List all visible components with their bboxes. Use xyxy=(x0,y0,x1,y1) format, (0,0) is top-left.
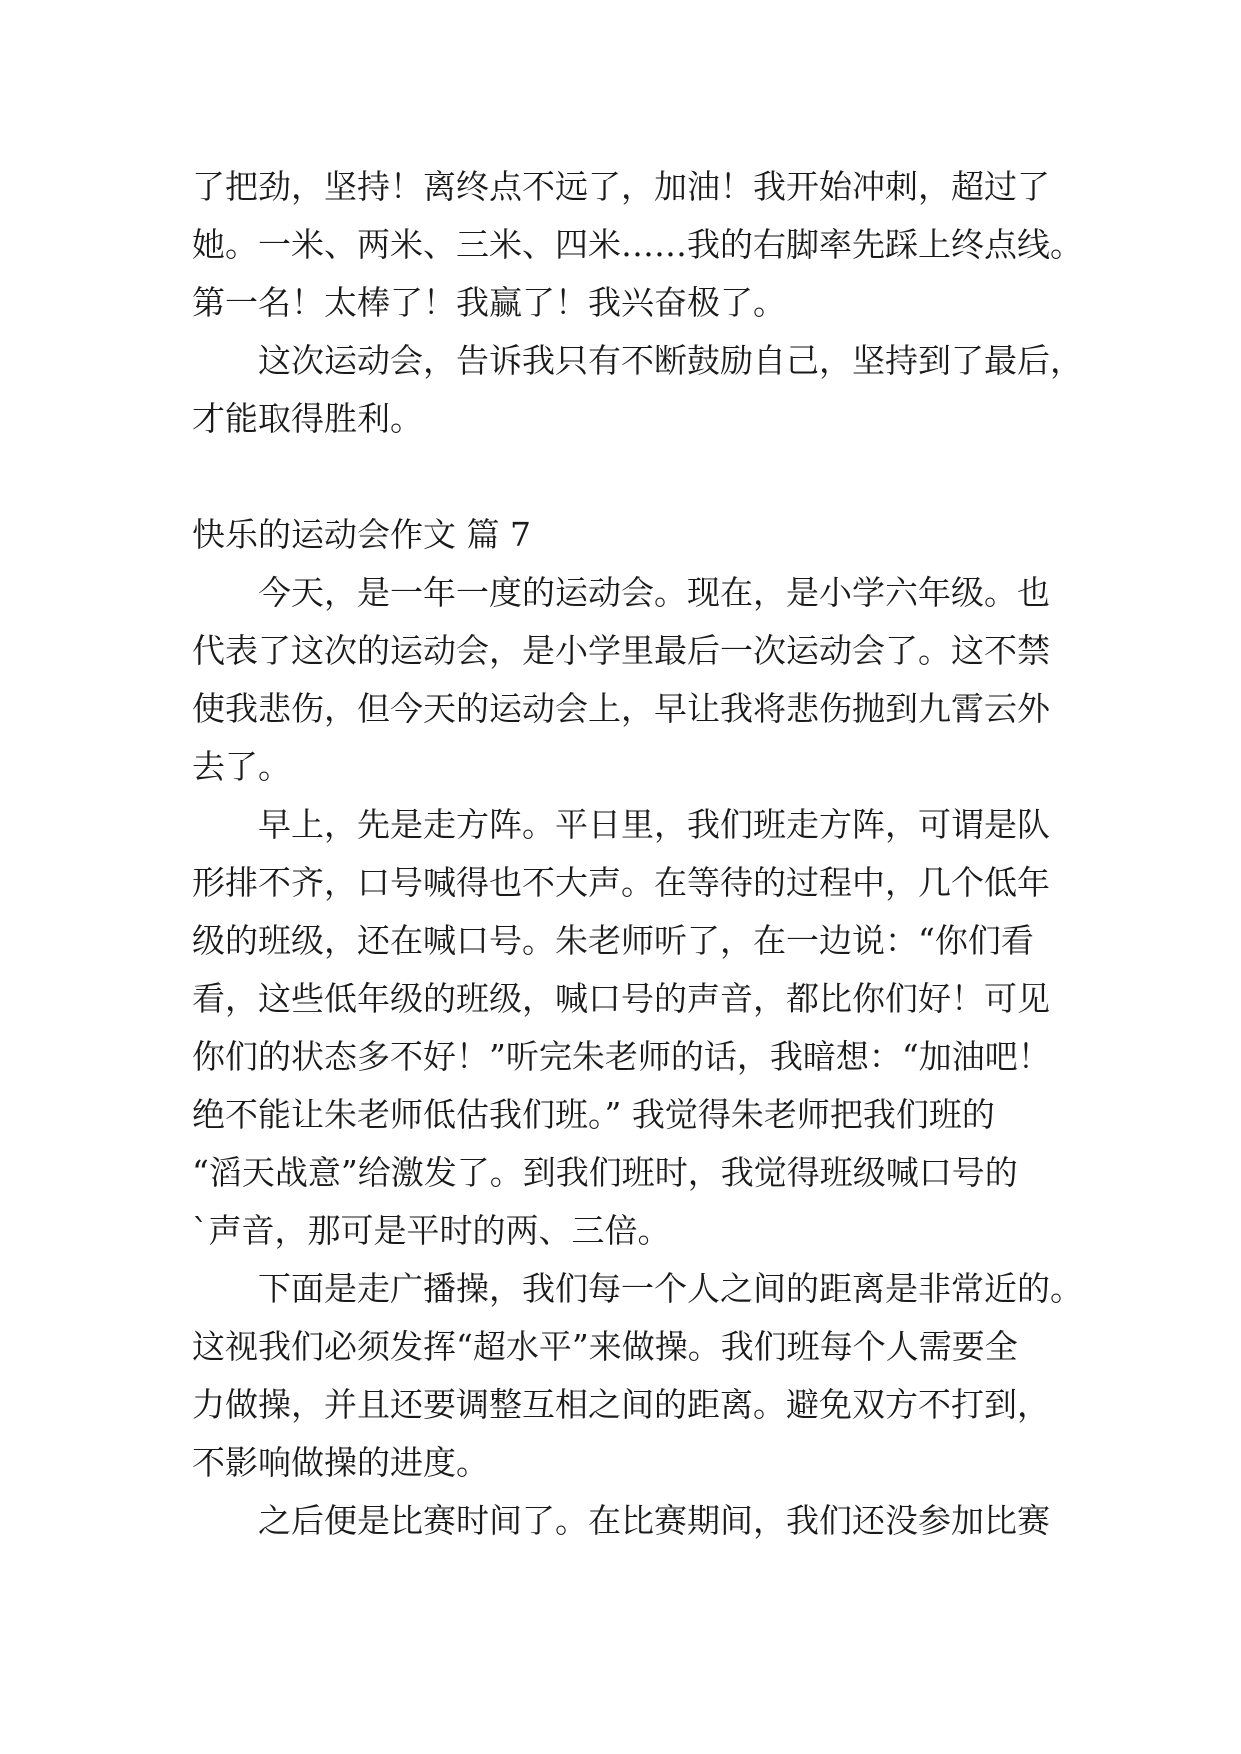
paragraph-5 xyxy=(192,1260,1083,1492)
text-line: 形排不齐，口号喊得也不大声。在等待的过程中，几个低年 xyxy=(192,863,1050,902)
text-line: 不影响做操的进度。 xyxy=(192,1443,489,1482)
paragraph-3 xyxy=(192,564,1062,796)
text-line: 之后便是比赛时间了。在比赛期间，我们还没参加比赛 xyxy=(258,1501,1050,1540)
text-line: 去了。 xyxy=(192,747,291,786)
text-line: 早上，先是走方阵。平日里，我们班走方阵，可谓是队 xyxy=(258,805,1050,844)
text-line: 绝不能让朱老师低估我们班。” 我觉得朱老师把我们班的 xyxy=(192,1095,995,1134)
text-line: 力做操，并且还要调整互相之间的距离。避免双方不打到， xyxy=(192,1385,1050,1424)
paragraph-2 xyxy=(192,332,1083,448)
text-line: 级的班级，还在喊口号。朱老师听了，在一边说：“你们看 xyxy=(192,921,1034,960)
text-line: 下面是走广播操，我们每一个人之间的距离是非常近的。 xyxy=(258,1269,1083,1308)
text-line: `声音，那可是平时的两、三倍。 xyxy=(192,1211,671,1250)
paragraph-1 xyxy=(192,158,1083,332)
section-title: 快乐的运动会作文 篇 7 xyxy=(192,515,531,554)
text-line: 她。一米、两米、三米、四米……我的右脚率先踩上终点线。 xyxy=(192,225,1083,264)
text-line: 这视我们必须发挥“超水平”来做操。我们班每个人需要全 xyxy=(192,1327,1018,1366)
document-body xyxy=(192,158,1083,1550)
text-line: 你们的状态多不好！”听完朱老师的话，我暗想：“加油吧！ xyxy=(192,1037,1051,1076)
text-line: 使我悲伤，但今天的运动会上，早让我将悲伤抛到九霄云外 xyxy=(192,689,1050,728)
paragraph-6 xyxy=(192,1492,1062,1550)
text-line: 看，这些低年级的班级，喊口号的声音，都比你们好！可见 xyxy=(192,979,1050,1018)
text-line: 第一名！太棒了！我赢了！我兴奋极了。 xyxy=(192,283,786,322)
text-line: 代表了这次的运动会，是小学里最后一次运动会了。这不禁 xyxy=(192,631,1050,670)
paragraph-4 xyxy=(192,796,1062,1260)
blank-line xyxy=(192,448,1062,506)
text-line: 这次运动会，告诉我只有不断鼓励自己，坚持到了最后， xyxy=(258,341,1083,380)
text-line: 了把劲，坚持！离终点不远了，加油！我开始冲刺，超过了 xyxy=(192,167,1050,206)
text-line: “滔天战意”给激发了。到我们班时，我觉得班级喊口号的 xyxy=(192,1153,1018,1192)
text-line: 才能取得胜利。 xyxy=(192,399,423,438)
text-line: 今天，是一年一度的运动会。现在，是小学六年级。也 xyxy=(258,573,1050,612)
